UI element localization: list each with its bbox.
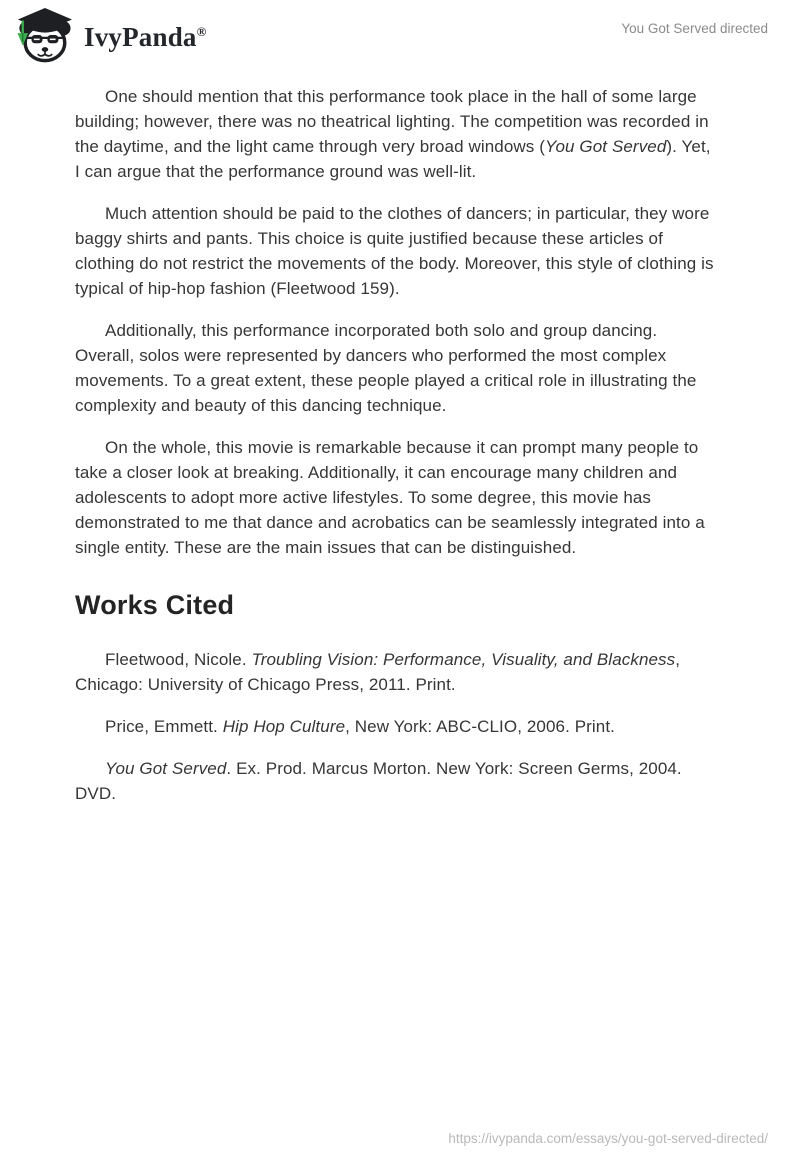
text-segment: . Ex. Prod. Marcus Morton. New York: Screen Germs, 2004. DVD.	[75, 759, 682, 803]
italic-text-segment: Hip Hop Culture	[222, 717, 346, 736]
registered-trademark: ®	[196, 24, 207, 39]
page-header	[0, 0, 800, 68]
source-url-link[interactable]: https://ivypanda.com/essays/you-got-served-directed/	[448, 1131, 768, 1146]
panda-graduate-icon	[13, 7, 75, 68]
works-cited-heading: Works Cited	[75, 590, 235, 620]
essay-body	[0, 68, 800, 806]
citation-entry	[75, 647, 718, 697]
text-segment: Additionally, this performance incorporated both solo and group dancing. Overall, solos were represented by dancers who performed the most complex movements. To a great extent, these people played a critical role in illustrating the complexity and beauty of this dancing technique.	[75, 321, 697, 415]
citations-list	[75, 647, 718, 806]
text-segment: Price, Emmett.	[105, 717, 223, 736]
citation-entry	[75, 756, 718, 806]
essay-paragraph	[75, 318, 718, 418]
citation-entry	[75, 714, 718, 739]
italic-text-segment: You Got Served	[544, 137, 667, 156]
text-segment: Fleetwood, Nicole.	[105, 650, 252, 669]
essay-paragraph	[75, 435, 718, 560]
italic-text-segment: You Got Served	[105, 759, 227, 778]
page-footer	[448, 1130, 768, 1148]
essay-paragraph	[75, 201, 718, 301]
italic-text-segment: Troubling Vision: Performance, Visuality, and Blackness	[251, 650, 676, 669]
text-segment: , New York: ABC-CLIO, 2006. Print.	[345, 717, 615, 736]
essay-paragraph	[75, 84, 718, 184]
ivypanda-logo-link[interactable]	[13, 7, 207, 68]
text-segment: One should mention that this performance took place in the hall of some large building; however, there was no theatrical lighting. The competition was recorded in the daytime, and the light came through very broad windows (	[75, 87, 709, 156]
text-segment: , Chicago: University of Chicago Press, 2011. Print.	[75, 650, 681, 694]
brand-name: IvyPanda®	[84, 22, 207, 52]
document-title: You Got Served directed	[621, 21, 768, 36]
essay-paragraphs	[75, 84, 718, 560]
text-segment: Much attention should be paid to the clothes of dancers; in particular, they wore baggy shirts and pants. This choice is quite justified because these articles of clothing do not restrict the movements of the body. Moreover, this style of clothing is typical of hip-hop fashion (Fleetwood 159).	[75, 204, 714, 298]
text-segment: ). Yet, I can argue that the performance ground was well-lit.	[75, 137, 711, 181]
text-segment: On the whole, this movie is remarkable because it can prompt many people to take a closer look at breaking. Additionally, it can encourage many children and adolescents to adopt more active lifestyles. To some degree, this movie has demonstrated to me that dance and acrobatics can be seamlessly integrated into a single entity. These are the main issues that can be distinguished.	[75, 438, 705, 557]
